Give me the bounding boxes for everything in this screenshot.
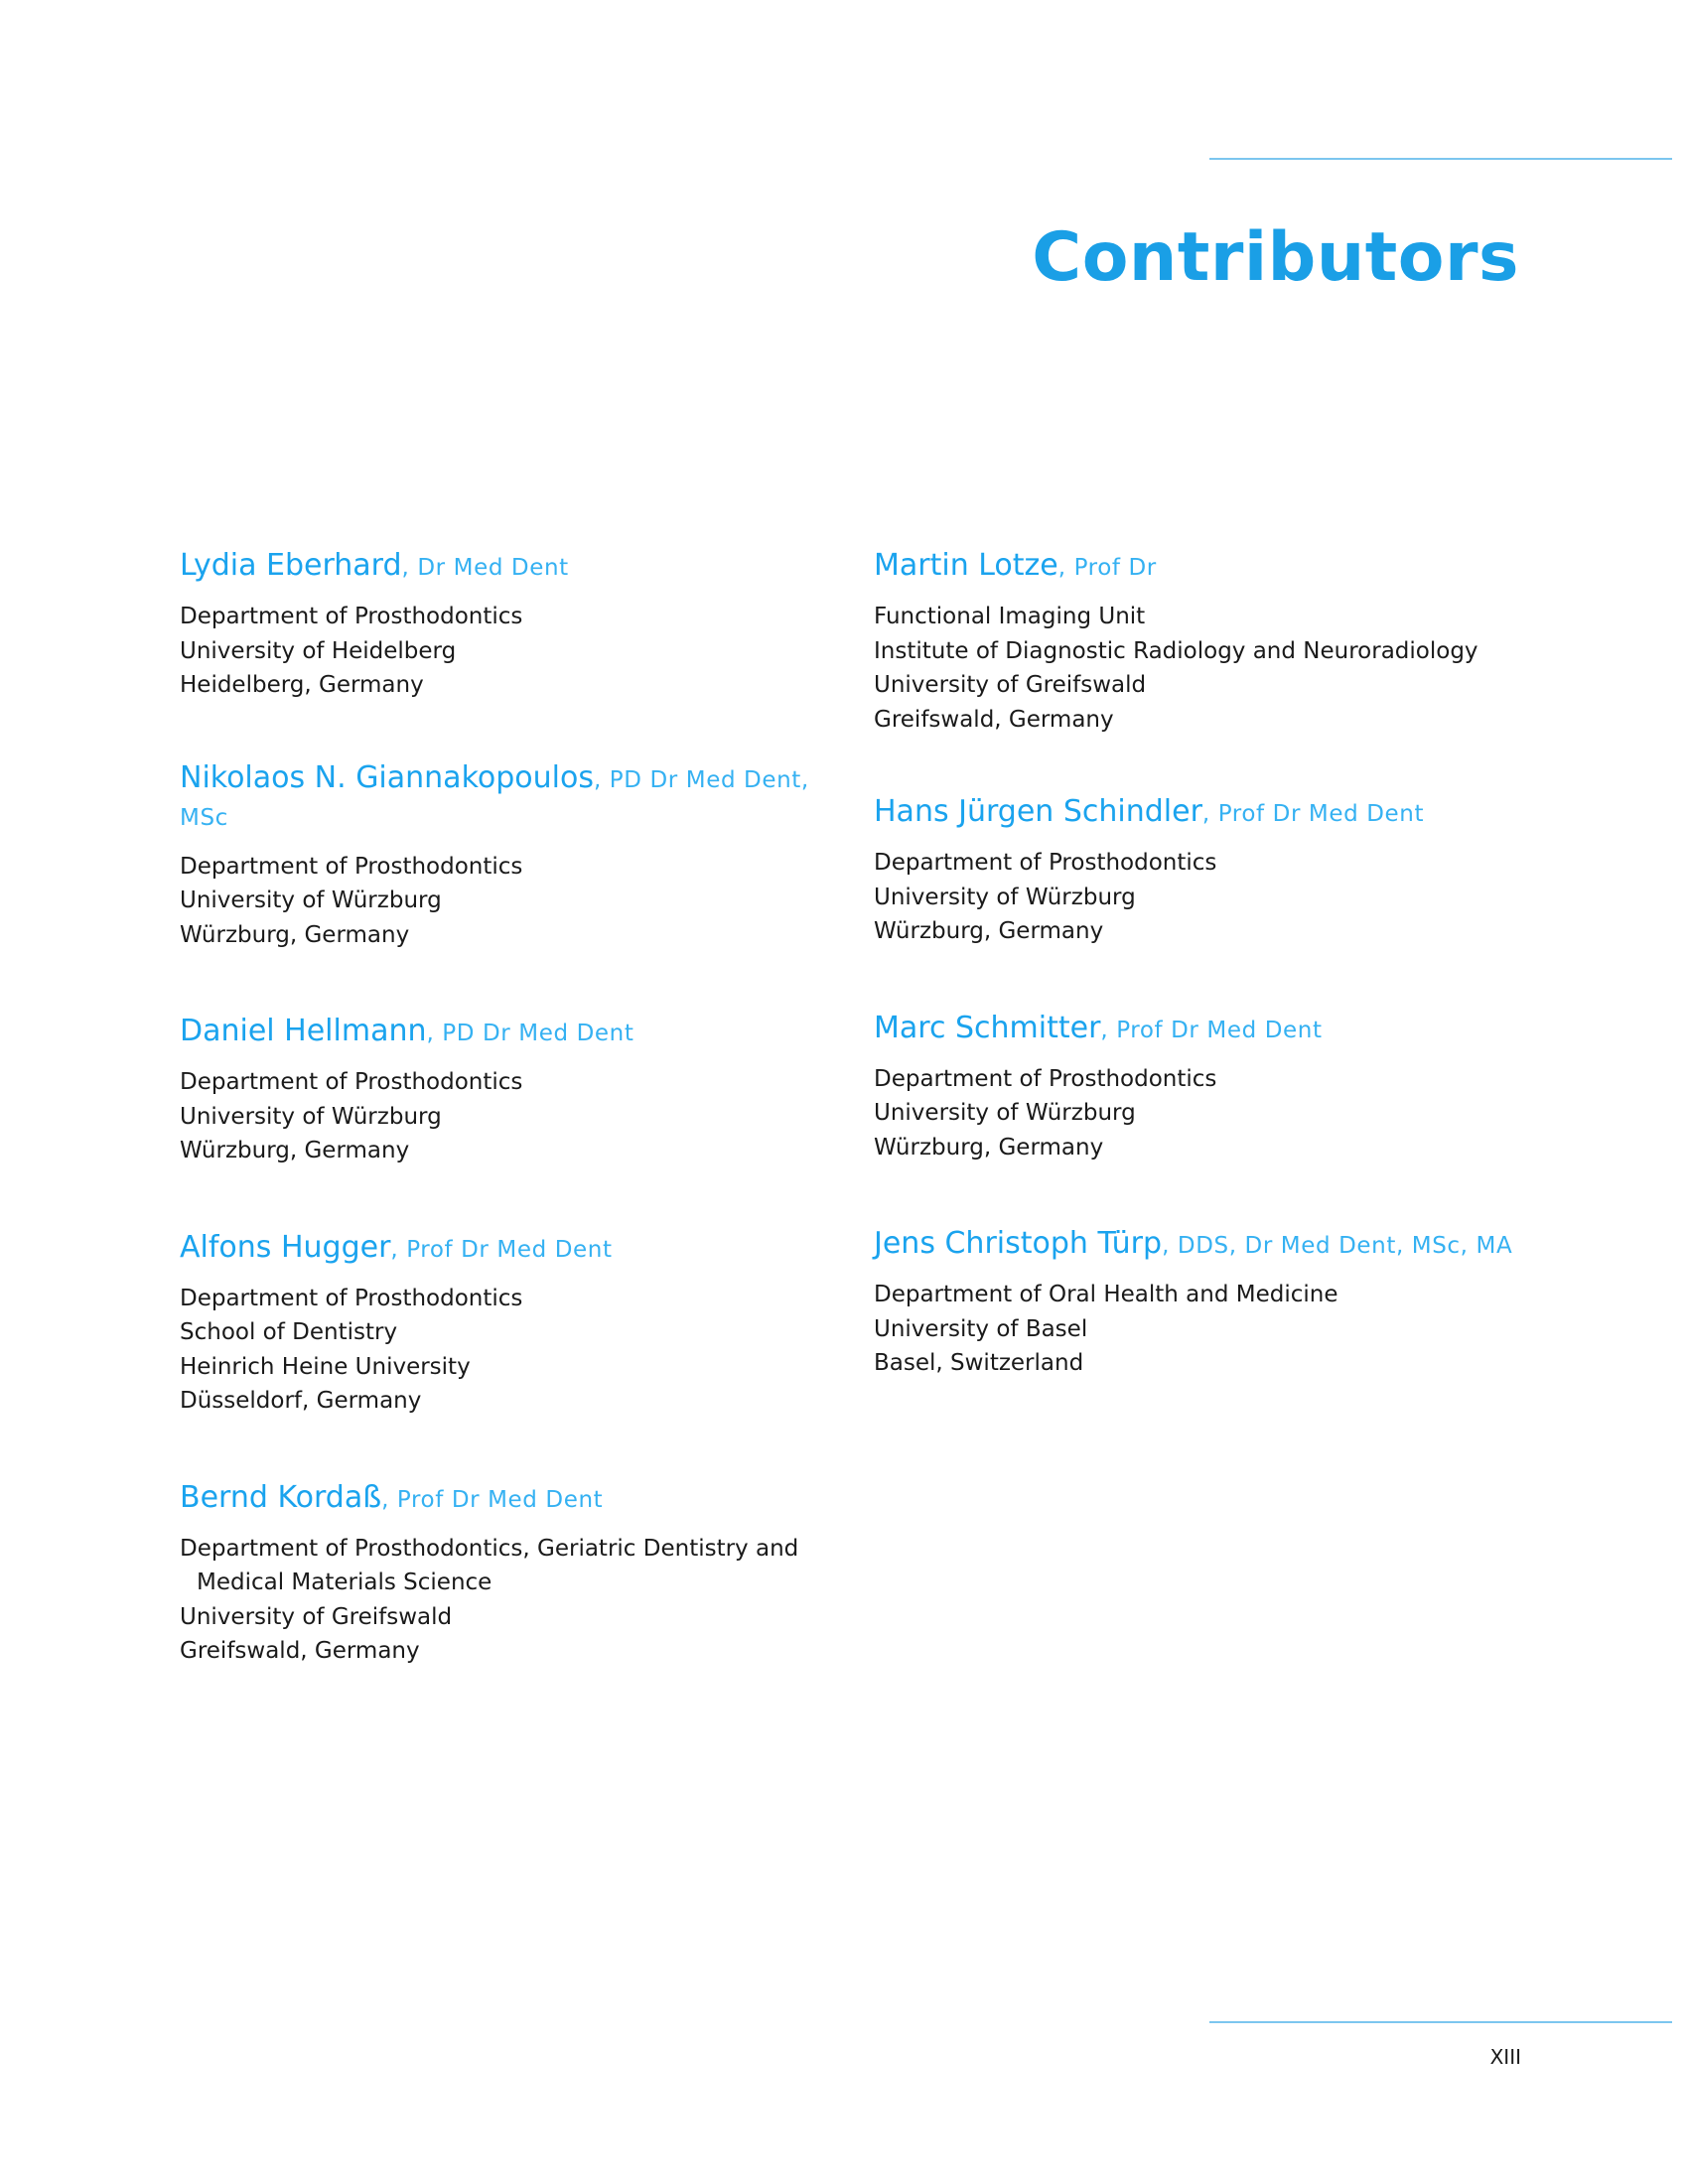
contributor-credentials: , Dr Med Dent — [401, 555, 569, 581]
contributor-name: Jens Christoph Türp — [874, 1226, 1163, 1261]
page-number: XIII — [1489, 2045, 1521, 2069]
top-rule — [1209, 158, 1672, 160]
contributor-name: Marc Schmitter — [874, 1010, 1101, 1045]
contributor-heading — [874, 794, 1539, 834]
contributor-affiliation — [874, 846, 1539, 949]
affiliation-line: University of Basel — [874, 1315, 1088, 1342]
contributor-heading — [180, 548, 855, 588]
affiliation-line: Greifswald, Germany — [874, 706, 1114, 733]
contributor-credentials: , Prof Dr Med Dent — [381, 1486, 604, 1513]
contributor-affiliation — [874, 1278, 1539, 1381]
contributor-heading — [874, 548, 1539, 588]
contributor-heading — [874, 1226, 1539, 1266]
affiliation-line: University of Würzburg — [180, 887, 442, 913]
affiliation-line: School of Dentistry — [180, 1319, 398, 1345]
affiliation-line: Department of Prosthodontics, Geriatric Dentistry and — [180, 1535, 799, 1562]
contributor-entry — [874, 1011, 1539, 1165]
contributor-name: Alfons Hugger — [180, 1229, 391, 1265]
contributor-name: Lydia Eberhard — [180, 548, 402, 583]
affiliation-line: Department of Prosthodontics — [180, 604, 523, 629]
contributor-affiliation — [180, 1532, 855, 1669]
affiliation-line: Department of Prosthodontics — [874, 850, 1217, 876]
affiliation-line: Heidelberg, Germany — [180, 672, 424, 698]
contributor-credentials: , Prof Dr Med Dent — [1100, 1017, 1323, 1043]
contributor-entry — [180, 760, 855, 953]
affiliation-line: University of Würzburg — [180, 1103, 442, 1130]
bottom-rule — [1209, 2021, 1672, 2023]
affiliation-line: Würzburg, Germany — [180, 921, 410, 948]
contributor-entry — [874, 548, 1539, 737]
affiliation-line: Department of Prosthodontics — [180, 853, 523, 880]
affiliation-line: Würzburg, Germany — [180, 1138, 410, 1163]
affiliation-line: University of Greifswald — [180, 1603, 453, 1630]
contributor-name: Nikolaos N. Giannakopoulos — [180, 759, 594, 795]
affiliation-line: Greifswald, Germany — [180, 1638, 420, 1664]
contributor-name: Bernd Kordaß — [180, 1479, 382, 1515]
affiliation-line: University of Würzburg — [874, 884, 1136, 910]
contributor-credentials: , Prof Dr — [1057, 555, 1157, 581]
contributor-entry — [180, 1480, 855, 1669]
contributor-credentials: , Prof Dr Med Dent — [390, 1236, 613, 1263]
contributor-entry — [874, 794, 1539, 949]
affiliation-line: Department of Oral Health and Medicine — [874, 1282, 1338, 1307]
affiliation-line: University of Würzburg — [874, 1100, 1136, 1126]
affiliation-line: Basel, Switzerland — [874, 1350, 1084, 1376]
contributors-right-column — [874, 548, 1539, 1381]
contributor-heading — [180, 760, 835, 838]
affiliation-line: Düsseldorf, Germany — [180, 1388, 422, 1414]
contributor-credentials: , PD Dr Med Dent, MSc — [180, 766, 809, 831]
contributor-affiliation — [180, 850, 855, 953]
affiliation-line: Department of Prosthodontics — [180, 1069, 523, 1095]
contributor-credentials: , PD Dr Med Dent — [426, 1021, 634, 1046]
contributor-name: Martin Lotze — [874, 548, 1058, 583]
affiliation-line: Medical Materials Science — [197, 1570, 492, 1595]
contributor-affiliation — [180, 1282, 855, 1419]
contributor-affiliation — [874, 1062, 1539, 1165]
contributor-name: Hans Jürgen Schindler — [874, 794, 1202, 829]
page-title: Contributors — [1032, 218, 1519, 297]
affiliation-line: University of Heidelberg — [180, 637, 457, 664]
affiliation-line: Institute of Diagnostic Radiology and Neuroradiology — [874, 637, 1478, 664]
contributor-credentials: , Prof Dr Med Dent — [1201, 801, 1425, 827]
contributor-affiliation — [180, 600, 855, 703]
affiliation-line: Department of Prosthodontics — [180, 1285, 523, 1311]
affiliation-line: Functional Imaging Unit — [874, 604, 1146, 629]
affiliation-line: Würzburg, Germany — [874, 918, 1104, 944]
contributor-affiliation — [874, 600, 1539, 737]
contributor-entry — [180, 1230, 855, 1419]
contributors-left-column — [180, 548, 855, 1669]
contributor-entry — [874, 1226, 1539, 1381]
contributor-heading — [180, 1014, 855, 1053]
contributor-credentials: , DDS, Dr Med Dent, MSc, MA — [1162, 1233, 1513, 1259]
affiliation-line: Würzburg, Germany — [874, 1134, 1104, 1160]
contributor-entry — [180, 548, 855, 703]
contributor-heading — [874, 1011, 1539, 1050]
contributor-affiliation — [180, 1065, 855, 1168]
affiliation-line: Department of Prosthodontics — [874, 1065, 1217, 1092]
contributor-name: Daniel Hellmann — [180, 1014, 427, 1048]
affiliation-line: University of Greifswald — [874, 672, 1147, 698]
affiliation-line: Heinrich Heine University — [180, 1353, 471, 1380]
contributor-heading — [180, 1230, 855, 1270]
contributor-entry — [180, 1014, 855, 1168]
contributor-heading — [180, 1480, 855, 1520]
